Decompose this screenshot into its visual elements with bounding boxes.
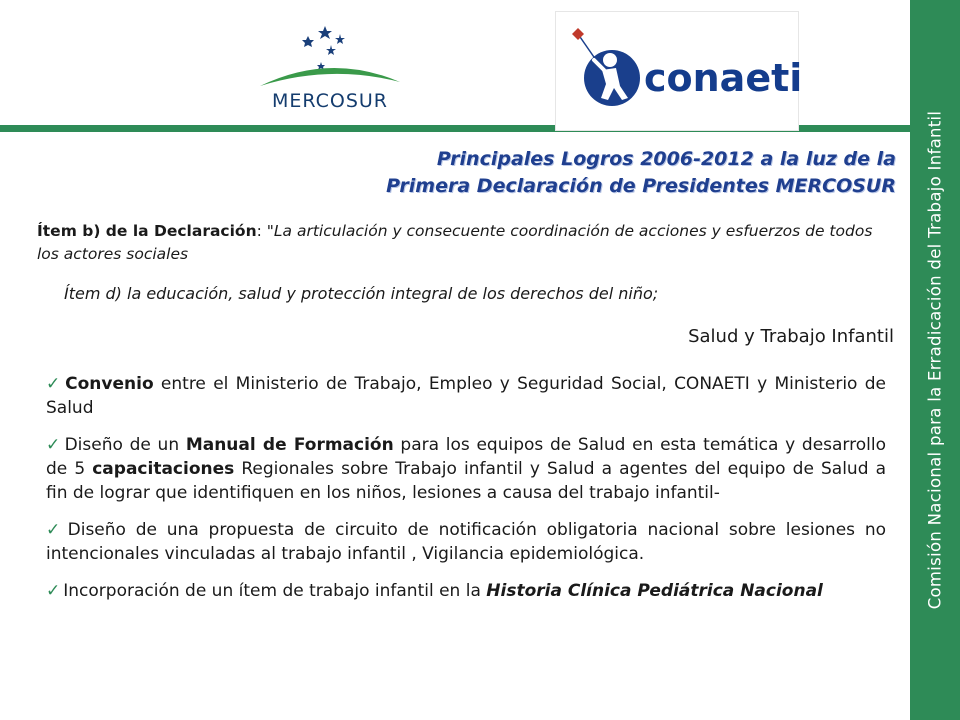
star-icon — [318, 26, 332, 39]
bullet-1-bold: Convenio — [65, 374, 154, 394]
conaeti-emblem-icon — [556, 12, 646, 122]
checkmark-icon: ✓ — [46, 581, 61, 601]
checkmark-icon: ✓ — [46, 374, 63, 394]
section-title: Salud y Trabajo Infantil — [688, 326, 894, 347]
bullet-item-manual — [46, 433, 886, 505]
bullet-4-text: Incorporación de un ítem de trabajo infantil en la — [63, 581, 487, 601]
mercosur-wordmark: MERCOSUR — [271, 90, 389, 112]
bullet-2-bold-2: capacitaciones — [92, 459, 235, 479]
bullet-2-text-2: para los equipos de Salud en esta temática y desarrollo de 5 — [46, 435, 886, 479]
bullet-2-text-1: Diseño de un — [64, 435, 186, 455]
item-b-colon: : — [256, 222, 267, 240]
mercosur-logo — [255, 20, 405, 120]
checkmark-icon: ✓ — [46, 520, 65, 540]
bullet-list — [46, 372, 886, 616]
conaeti-logo — [556, 12, 803, 130]
conaeti-wordmark: conaeti — [644, 56, 803, 100]
bullet-4-italic-bold: Historia Clínica Pediátrica Nacional — [486, 581, 823, 601]
bullet-item-circuito — [46, 518, 886, 566]
item-d-paragraph: Ítem d) la educación, salud y protección integral de los derechos del niño; — [64, 284, 659, 303]
star-icon — [302, 36, 314, 47]
mercosur-arc-icon — [260, 68, 400, 86]
side-band-text: Comisión Nacional para la Erradicación del Trabajo Infantil — [925, 110, 945, 610]
title-line-1: Principales Logros 2006-2012 a la luz de la — [436, 148, 896, 170]
item-b-label: Ítem b) de la Declaración — [37, 222, 257, 240]
star-icon — [335, 34, 345, 44]
page-title — [386, 146, 896, 200]
bullet-item-historia — [46, 579, 886, 603]
star-icon — [326, 45, 336, 55]
mercosur-emblem-icon — [255, 20, 405, 92]
item-b-paragraph — [37, 220, 895, 266]
bullet-3-text: Diseño de una propuesta de circuito de notificación obligatoria nacional sobre lesiones no intencionales vinculadas al trabajo infantil , Vigilancia epidemiológica. — [46, 520, 886, 564]
bullet-2-text-3: Regionales sobre Trabajo infantil y Salud a agentes del equipo de Salud a fin de lograr que identifiquen en los niños, lesiones a causa del trabajo infantil- — [46, 459, 886, 503]
bullet-1-text: entre el Ministerio de Trabajo, Empleo y Seguridad Social, CONAETI y Ministerio de Salud — [46, 374, 886, 418]
bullet-item-convenio — [46, 372, 886, 420]
checkmark-icon: ✓ — [46, 435, 62, 455]
title-line-2: Primera Declaración de Presidentes MERCOSUR — [386, 175, 896, 197]
bullet-2-bold-1: Manual de Formación — [185, 435, 394, 455]
item-b-quote: "La articulación y consecuente coordinación de acciones y esfuerzos de todos los actores sociales — [37, 222, 873, 263]
